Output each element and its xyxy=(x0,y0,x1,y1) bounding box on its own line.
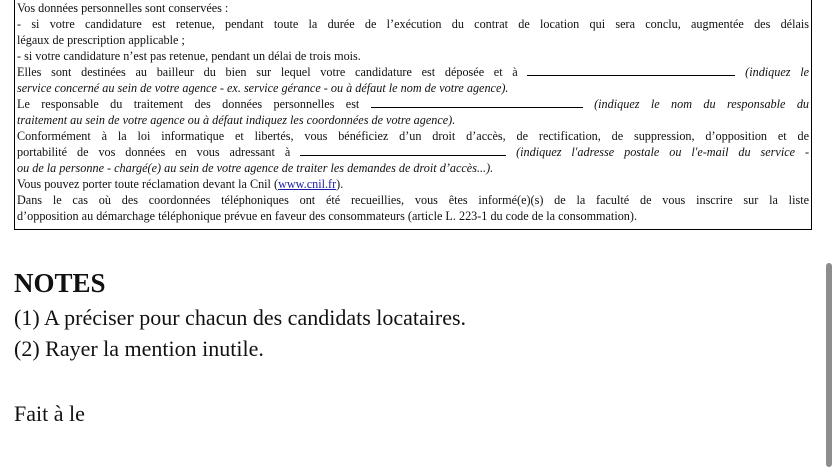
controller-hint-cont: traitement au sein de votre agence ou à défaut indiquez les coordonnées de votre agence). xyxy=(17,113,456,127)
recipient-hint: (indiquez le xyxy=(745,65,810,79)
rights-address-line xyxy=(17,144,809,160)
cnil-line xyxy=(17,176,809,192)
retention-retained-cont: légaux de prescription applicable ; xyxy=(17,33,185,47)
note-1: (1) A préciser pour chacun des candidats locataires. xyxy=(14,305,467,330)
recipient-line xyxy=(17,64,809,80)
notes-heading: NOTES xyxy=(14,268,106,298)
note-2: (2) Rayer la mention inutile. xyxy=(14,336,264,361)
retention-not-retained: - si votre candidature n’est pas retenue, pendant un délai de trois mois. xyxy=(17,49,361,63)
cnil-text: Vous pouvez porter toute réclamation devant la Cnil ( xyxy=(17,177,279,191)
cnil-end: ). xyxy=(336,177,344,191)
signature-place-date: Fait à le xyxy=(14,401,85,426)
rights-address-hint: (indiquez l'adresse postale ou l'e-mail du service - xyxy=(516,145,810,159)
retention-retained: - si votre candidature est retenue, pendant toute la durée de l’exécution du contrat de location qui sera conclu, augmentée des délais xyxy=(17,17,809,31)
controller-blank[interactable] xyxy=(371,96,583,108)
controller-hint: (indiquez le nom du responsable du xyxy=(594,97,810,111)
recipient-blank[interactable] xyxy=(527,64,735,76)
cnil-link[interactable]: www.cnil.fr xyxy=(278,177,337,191)
recipient-hint-cont: service concerné au sein de votre agence - ex. service gérance - ou à défaut le nom de votre agence). xyxy=(17,81,509,95)
rights-line: Conformément à la loi informatique et libertés, vous bénéficiez d’un droit d’accès, de rectification, de suppression, d’opposition et de xyxy=(17,129,809,143)
phone-optout-line-cont: d’opposition au démarchage téléphonique prévue en faveur des consommateurs (article L. 223-1 du code de la consommation). xyxy=(17,209,637,223)
controller-text: Le responsable du traitement des données personnelles est xyxy=(17,97,360,111)
controller-line xyxy=(17,96,809,112)
rights-address-hint-cont: ou de la personne - chargé(e) au sein de votre agence de traiter les demandes de droit d’accès...). xyxy=(17,161,494,175)
recipient-text: Elles sont destinées au bailleur du bien sur lequel votre candidature est déposée et à xyxy=(17,65,518,79)
vertical-scrollbar[interactable] xyxy=(826,263,832,467)
phone-optout-line: Dans le cas où des coordonnées téléphoniques ont été recueillies, vous êtes informé(e)(s) de la faculté de vous inscrire sur la liste xyxy=(17,193,809,207)
rights-address-blank[interactable] xyxy=(300,144,506,156)
retention-intro: Vos données personnelles sont conservées : xyxy=(17,1,229,15)
rights-address-text: portabilité de vos données en vous adressant à xyxy=(17,145,291,159)
